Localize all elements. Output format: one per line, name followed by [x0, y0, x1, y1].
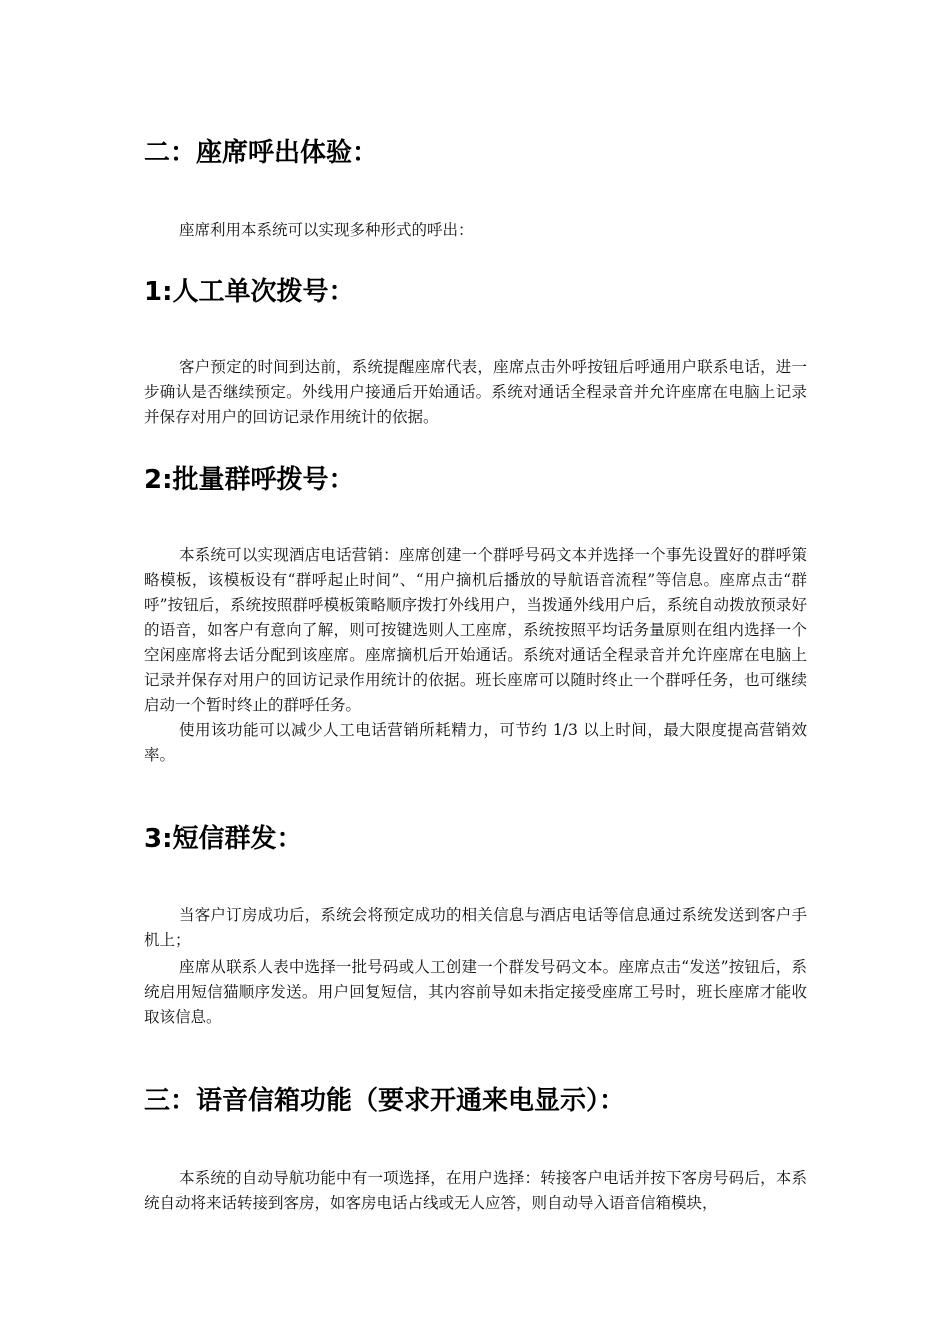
paragraph-batch-dial: 本系统可以实现酒店电话营销：座席创建一个群呼号码文本并选择一个事先设置好的群呼策略模板，该模板设有“群呼起止时间”、“用户摘机后播放的导航语音流程”等信息。座席点击“群呼”按钮后，系统按照群呼模板策略顺序拨打外线用户，当拨通外线用户后，系统自动拨放预录好的语音，如客户有意向了解，则可按键选则人工座席，系统按照平均话务量原则在组内选择一个空闲座席将去话分配到该座席。座席摘机后开始通话。系统对通话全程录音并允许座席在电脑上记录并保存对用户的回访记录作用统计的依据。班长座席可以随时终止一个群呼任务，也可继续启动一个暂时终止的群呼任务。	[144, 546, 807, 714]
paragraph-batch-dial-benefit: 使用该功能可以减少人工电话营销所耗精力，可节约 1/3 以上时间，最大限度提高营销效率。	[144, 721, 807, 764]
section-heading-outbound: 二：座席呼出体验：	[144, 138, 379, 168]
section-heading-batch-dial: 2:批量群呼拨号：	[144, 465, 355, 495]
section-heading-manual-dial: 1:人工单次拨号：	[144, 277, 355, 307]
section-heading-sms: 3:短信群发：	[144, 824, 303, 854]
paragraph-outbound-intro: 座席利用本系统可以实现多种形式的呼出：	[179, 221, 474, 239]
paragraph-voicemail: 本系统的自动导航功能中有一项选择，在用户选择：转接客户电话并按下客房号码后，本系统自动将来话转接到客房，如客房电话占线或无人应答，则自动导入语音信箱模块，	[144, 1169, 807, 1212]
section-heading-voicemail: 三：语音信箱功能（要求开通来电显示）：	[144, 1086, 626, 1116]
paragraph-sms-send: 座席从联系人表中选择一批号码或人工创建一个群发号码文本。座席点击“发送”按钮后，系统启用短信猫顺序发送。用户回复短信，其内容前导如未指定接受座席工号时，班长座席才能收取该信息。	[144, 958, 807, 1026]
paragraph-sms-booking: 当客户订房成功后，系统会将预定成功的相关信息与酒店电话等信息通过系统发送到客户手机上；	[144, 906, 807, 949]
paragraph-manual-dial: 客户预定的时间到达前，系统提醒座席代表，座席点击外呼按钮后呼通用户联系电话，进一步确认是否继续预定。外线用户接通后开始通话。系统对通话全程录音并允许座席在电脑上记录并保存对用户的回访记录作用统计的依据。	[144, 358, 807, 426]
